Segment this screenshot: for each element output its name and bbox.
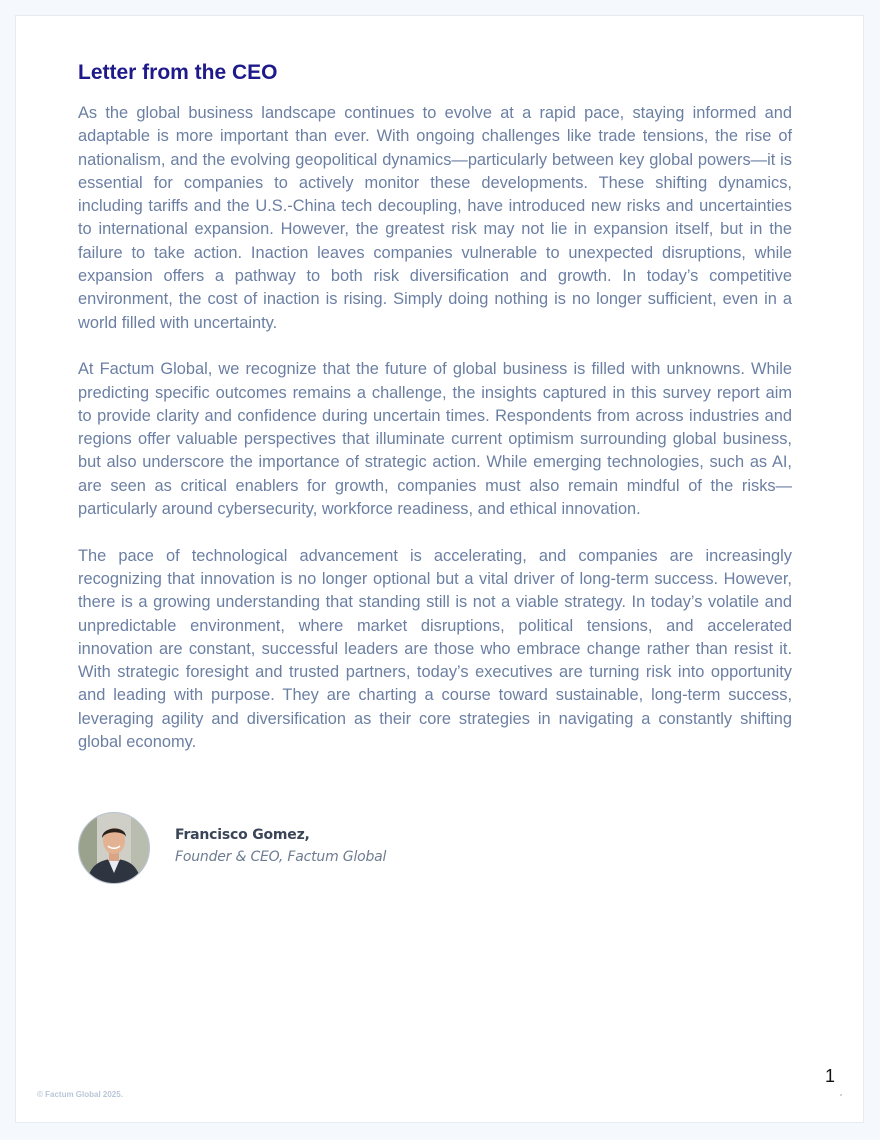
page-title: Letter from the CEO [78, 61, 278, 84]
letter-paragraph-3: The pace of technological advancement is accelerating, and companies are increasingly recognizing that innovation is no longer optional but a vital driver of long-term success. However, there is a growing understanding that standing still is not a viable strategy. In today’s volatile and unpredictable environment, where market disruptions, political tensions, and accelerated innovation are constant, successful leaders are those who embrace change rather than resist it. With strategic foresight and trusted partners, today’s executives are turning risk into opportunity and leading with purpose. They are charting a course toward sustainable, long-term success, leveraging agility and diversification as their core strategies in navigating a constantly shifting global economy. [78, 546, 792, 752]
ceo-name: Francisco Gomez, [175, 827, 310, 843]
ceo-signature-block [78, 812, 386, 884]
copyright-notice: © Factum Global 2025. [37, 1090, 123, 1099]
avatar [78, 812, 150, 884]
page-number: 1 [825, 1066, 836, 1086]
ceo-portrait-icon [79, 813, 149, 883]
signature-text [175, 824, 386, 868]
letter-content [78, 60, 792, 778]
letter-paragraph-1: As the global business landscape continues to evolve at a rapid pace, staying informed and adaptable is more important than ever. With ongoing challenges like trade tensions, the rise of nationalism, and the evolving geopolitical dynamics—particularly between key global powers—it is essential for companies to actively monitor these developments. These shifting dynamics, including tariffs and the U.S.-China tech decoupling, have introduced new risks and uncertainties to international expansion. However, the greatest risk may not lie in expansion itself, but in the failure to take action. Inaction leaves companies vulnerable to unexpected disruptions, while expansion offers a pathway to both risk diversification and growth. In today’s competitive environment, the cost of inaction is rising. Simply doing nothing is no longer sufficient, even in a world filled with uncertainty. [78, 104, 792, 332]
letter-paragraph-2: At Factum Global, we recognize that the future of global business is filled with unknowns. While predicting specific outcomes remains a challenge, the insights captured in this survey report aim to provide clarity and confidence during uncertain times. Respondents from across industries and regions offer valuable perspectives that illuminate current optimism surrounding global business, but also underscore the importance of strategic action. While emerging technologies, such as AI, are seen as critical enablers for growth, companies must also remain mindful of the risks—particularly around cybersecurity, workforce readiness, and ethical innovation. [78, 360, 792, 519]
document-page [15, 15, 864, 1123]
ceo-role: Founder & CEO, Factum Global [175, 849, 387, 865]
decorative-dot [840, 1094, 842, 1096]
